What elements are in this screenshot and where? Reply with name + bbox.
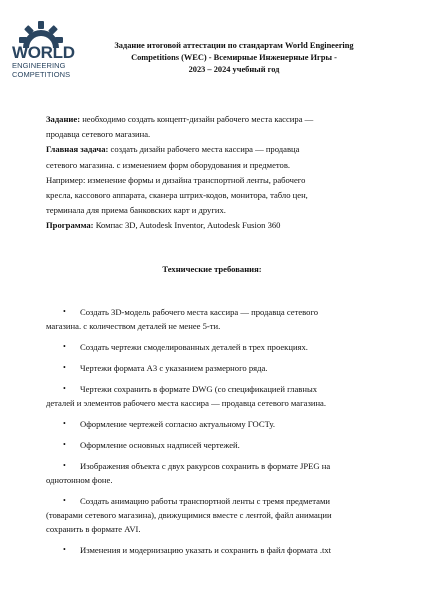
bullet-dot-icon: •: [63, 363, 66, 372]
list-item: [46, 361, 386, 375]
list-item: [46, 459, 386, 487]
logo-word-engineering: ENGINEERING: [12, 61, 66, 70]
task-paragraph: [46, 112, 386, 127]
header-line-1: Задание итоговой аттестации по стандартам World Engineering: [114, 41, 354, 50]
bullet-dot-icon: •: [63, 342, 66, 351]
bullet-dot-icon: •: [63, 419, 66, 428]
list-item: [46, 340, 386, 354]
list-item: [46, 438, 386, 452]
list-item-text: Создать 3D-модель рабочего места кассира — продавца сетевого: [80, 307, 319, 317]
document-header: [84, 40, 384, 76]
list-item-text: Чертежи формата А3 с указанием размерного ряда.: [80, 363, 268, 373]
task-description: [46, 112, 386, 234]
logo-word-competitions: COMPETITIONS: [12, 70, 71, 79]
list-item: [46, 305, 386, 333]
program-paragraph: [46, 218, 386, 233]
list-item-text: Оформление чертежей согласно актуальному ГОСТу.: [80, 419, 275, 429]
list-item-text: Оформление основных надписей чертежей.: [80, 440, 240, 450]
requirements-list: [46, 305, 386, 557]
header-line-3: 2023 – 2024 учебный год: [188, 65, 280, 74]
list-item-continuation: сохранить в формате AVI.: [46, 524, 141, 534]
list-item: [46, 382, 386, 410]
main-task-paragraph: [46, 142, 386, 157]
bullet-dot-icon: •: [63, 545, 66, 554]
list-item-continuation: магазина. с количеством деталей не менее 5-ти.: [46, 321, 221, 331]
bullet-dot-icon: •: [63, 384, 66, 393]
main-task-text-5: терминала для приема банковских карт и других.: [46, 205, 226, 216]
list-item-continuation: однотонном фоне.: [46, 475, 113, 485]
bullet-dot-icon: •: [63, 461, 66, 470]
main-task-text-2: сетевого магазина. с изменением форм оборудования и предметов.: [46, 159, 291, 170]
list-item-text: Изменения и модернизацию указать и сохранить в файл формата .txt: [80, 545, 332, 555]
list-item-text: Создать анимацию работы транспортной ленты с тремя предметами: [80, 496, 331, 506]
list-item-continuation: (товарами сетевого магазина), движущимися вместе с лентой, файл анимации: [46, 510, 332, 520]
list-item: [46, 494, 386, 536]
bullet-dot-icon: •: [63, 440, 66, 449]
tech-requirements-title: Технические требования:: [162, 264, 262, 274]
task-label: Задание:: [46, 114, 81, 124]
main-task-text-1: создать дизайн рабочего места кассира — продавца: [108, 144, 300, 155]
wec-logo: [12, 18, 76, 94]
bullet-dot-icon: •: [63, 496, 66, 505]
task-text-1: необходимо создать концепт-дизайн рабочего места кассира —: [80, 114, 314, 124]
main-task-label: Главная задача:: [46, 144, 109, 155]
main-task-text-3: Например: изменение формы и дизайна транспортной ленты, рабочего: [46, 174, 306, 185]
list-item-continuation: деталей и элементов рабочего места кассира — продавца сетевого магазина.: [46, 398, 327, 408]
list-item: [46, 543, 386, 557]
header-line-2: Competitions (WEC) - Всемирные Инженерные Игры -: [131, 53, 337, 62]
main-task-text-4: кресла, кассового аппарата, сканера штрих-кодов, монитора, табло цен,: [46, 190, 308, 201]
list-item-text: Создать чертежи смоделированных деталей в трех проекциях.: [80, 342, 308, 352]
list-item-text: Чертежи сохранить в формате DWG (со спецификацией главных: [80, 384, 318, 394]
logo-word-world: WORLD: [12, 43, 75, 62]
task-text-2: продавца сетевого магазина.: [46, 129, 151, 140]
program-label: Программа:: [46, 220, 94, 231]
list-item: [46, 417, 386, 431]
bullet-dot-icon: •: [63, 307, 66, 316]
program-text: Компас 3D, Autodesk Inventor, Autodesk Fusion 360: [93, 220, 281, 231]
list-item-text: Изображения объекта с двух ракурсов сохранить в формате JPEG на: [80, 461, 331, 471]
